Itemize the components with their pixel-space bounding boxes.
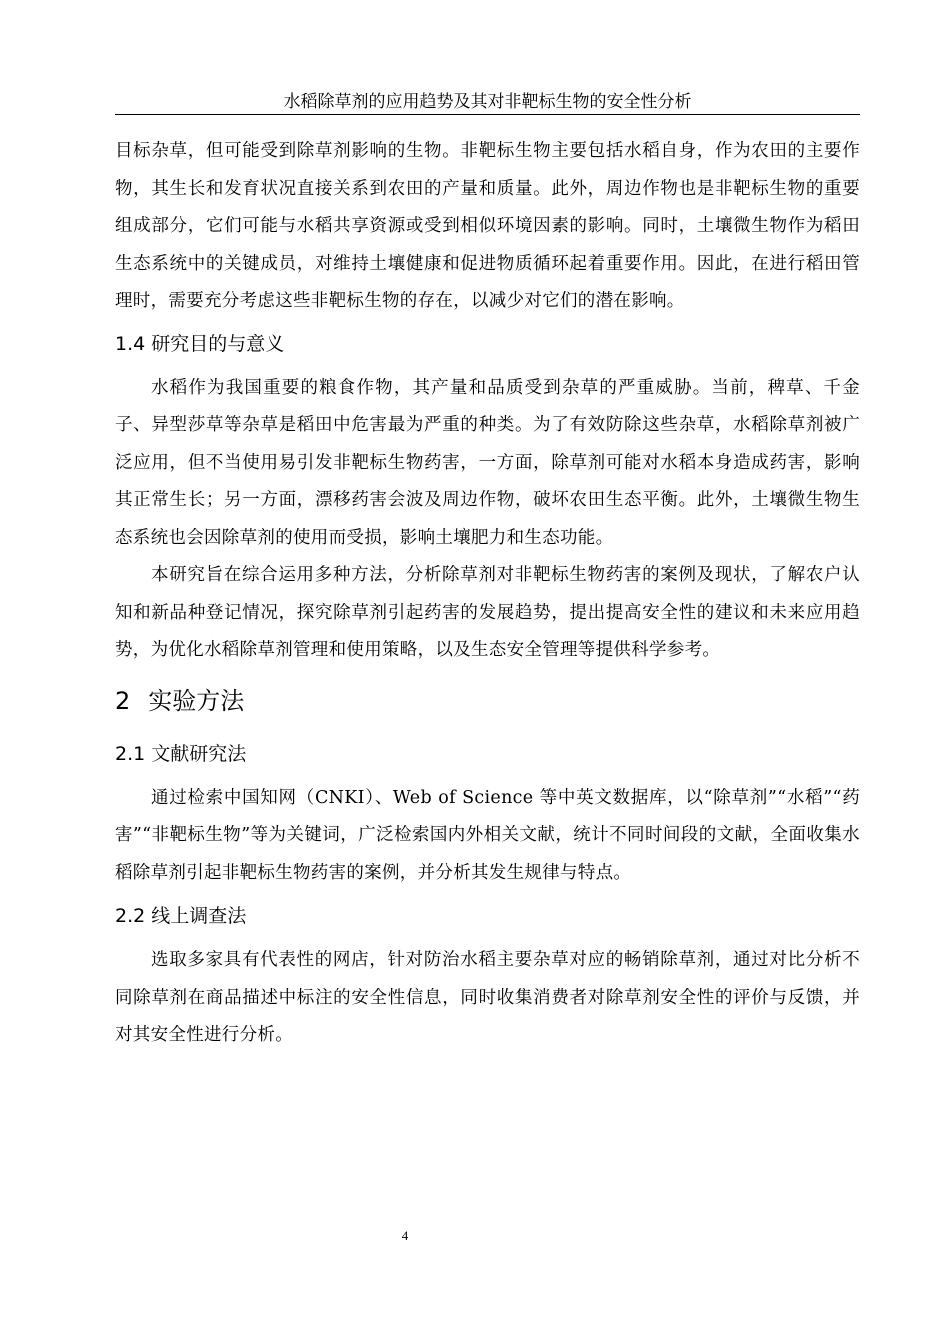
section-2-2-paragraph: 选取多家具有代表性的网店，针对防治水稻主要杂草对应的畅销除草剂，通过对比分析不同除草剂在商品描述中标注的安全性信息，同时收集消费者对除草剂安全性的评价与反馈，并对其安全性进行分析。	[115, 950, 860, 1045]
chapter-2-heading	[115, 684, 860, 718]
chapter-2-number: 2	[115, 686, 131, 715]
section-1-4-paragraph-2: 本研究旨在综合运用多种方法，分析除草剂对非靶标生物药害的案例及现状，了解农户认知和新品种登记情况，探究除草剂引起药害的发展趋势，提出提高安全性的建议和未来应用趋势，为优化水稻除草剂管理和使用策略，以及生态安全管理等提供科学参考。	[115, 565, 860, 660]
running-header-title: 水稻除草剂的应用趋势及其对非靶标生物的安全性分析	[283, 92, 692, 112]
section-2-1-heading: 2.1 文献研究法	[115, 742, 247, 765]
section-2-1-paragraph: 通过检索中国知网（CNKI）、Web of Science 等中英文数据库，以“除草剂”“水稻”“药害”“非靶标生物”等为关键词，广泛检索国内外相关文献，统计不同时间段的文献，全面收集水稻除草剂引起非靶标生物药害的案例，并分析其发生规律与特点。	[115, 787, 860, 883]
section-2-2-heading: 2.2 线上调查法	[115, 905, 247, 927]
chapter-2-title: 实验方法	[148, 686, 245, 715]
section-1-4-paragraph-1: 水稻作为我国重要的粮食作物，其产量和品质受到杂草的严重威胁。当前，稗草、千金子、异型莎草等杂草是稻田中危害最为严重的种类。为了有效防除这些杂草，水稻除草剂被广泛应用，但不当使用易引发非靶标生物药害，一方面，除草剂可能对水稻本身造成药害，影响其正常生长；另一方面，漂移药害会波及周边作物，破坏农田生态平衡。此外，土壤微生物生态系统也会因除草剂的使用而受损，影响土壤肥力和生态功能。	[115, 377, 860, 548]
page-body	[115, 133, 860, 1055]
header-rule	[115, 114, 860, 115]
continuation-paragraph: 目标杂草，但可能受到除草剂影响的生物。非靶标生物主要包括水稻自身，作为农田的主要作物，其生长和发育状况直接关系到农田的产量和质量。此外，周边作物也是非靶标生物的重要组成部分，它们可能与水稻共享资源或受到相似环境因素的影响。同时，土壤微生物作为稻田生态系统中的关键成员，对维持土壤健康和促进物质循环起着重要作用。因此，在进行稻田管理时，需要充分考虑这些非靶标生物的存在，以减少对它们的潜在影响。	[115, 141, 860, 311]
section-1-4-heading: 1.4 研究目的与意义	[115, 332, 285, 355]
page-number: 4	[401, 1228, 409, 1243]
